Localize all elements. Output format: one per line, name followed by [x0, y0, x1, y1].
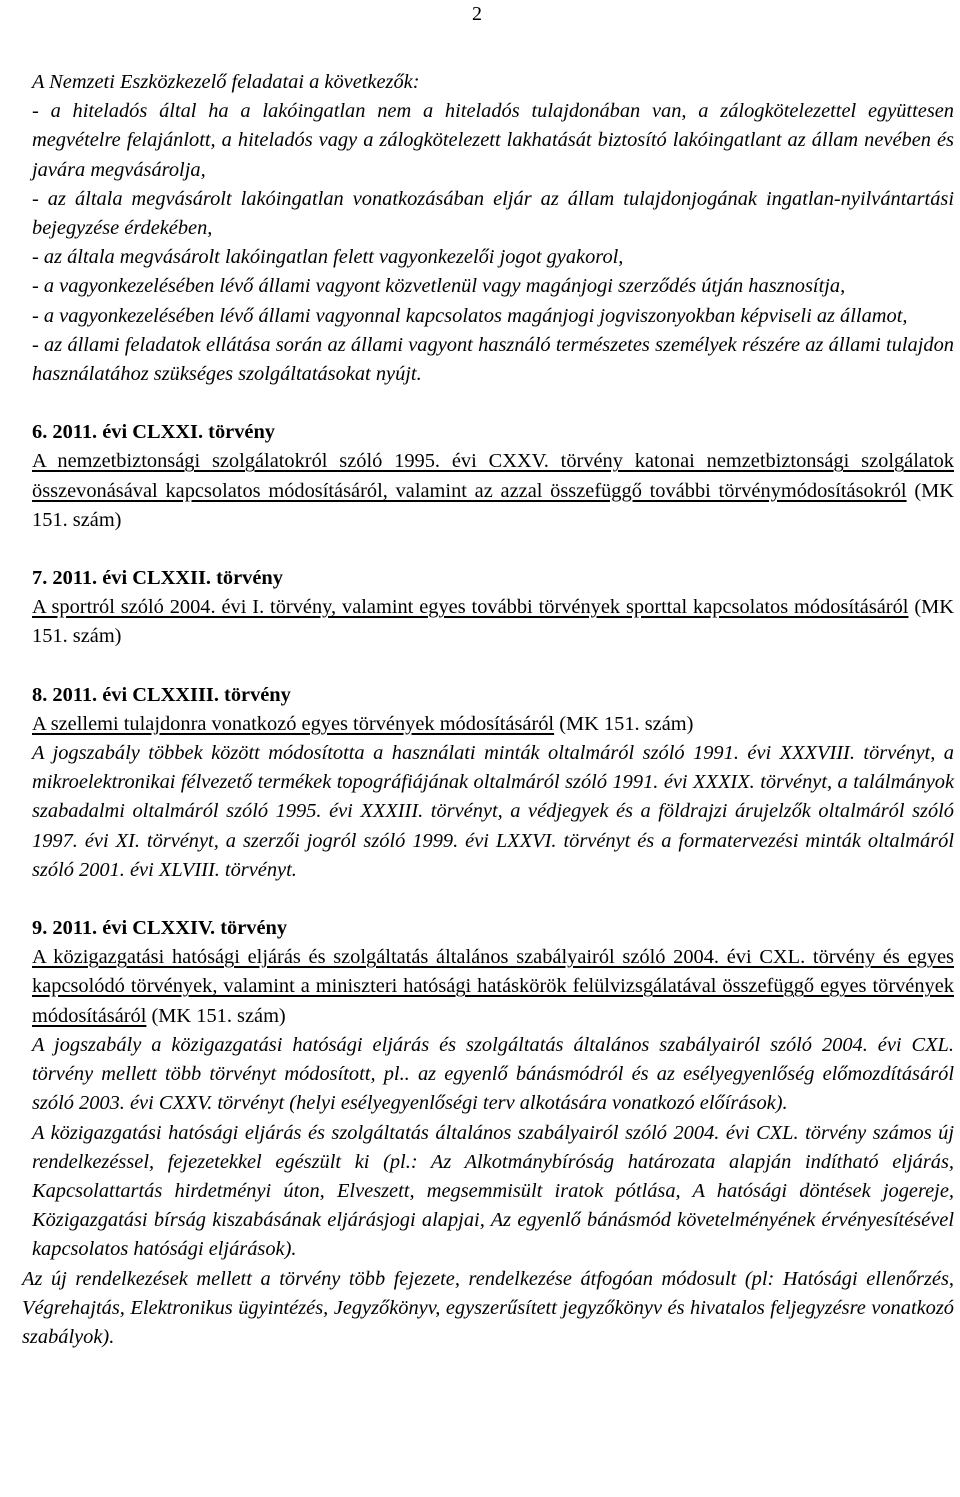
section-title [32, 943, 954, 1031]
section-note: A közigazgatási hatósági eljárás és szolgáltatás általános szabályairól szóló 2004. évi CXL. törvény számos új rendelkezéssel, fejezetekkel egészült ki (pl.: Az Alkotmánybíróság határozata alapján indítható eljárás, Kapcsolattartás hirdetményi úton, Elveszett, megsemmisült iratok pótlása, A hatósági döntések jogereje, Közigazgatási bírság kiszabásának eljárásjogi alapjai, Az egyenlő bánásmód követelményének érvényesítésével kapcsolatos hatósági eljárások). [32, 1121, 954, 1261]
section-note: A jogszabály a közigazgatási hatósági eljárás és szolgáltatás általános szabályairól szóló 2004. évi CXL. törvény mellett több törvényt módosított, pl.. az egyenlő bánásmódról és az esélyegyenlőség előmozdításáról szóló 2003. évi CXXV. törvényt (helyi esélyegyenlőségi terv alkotására vonatkozó előírások). [32, 1033, 954, 1115]
section-heading: 7. 2011. évi CLXXII. törvény [32, 567, 283, 590]
spacer [32, 885, 954, 914]
intro-item: - az általa megvásárolt lakóingatlan felett vagyonkezelői jogot gyakorol, [32, 246, 624, 269]
intro-heading: A Nemzeti Eszközkezelő feladatai a következők: [32, 71, 420, 93]
section-heading: 8. 2011. évi CLXXIII. törvény [32, 683, 291, 706]
section-title-link: A szellemi tulajdonra vonatkozó egyes törvények módosításáról [32, 712, 555, 735]
section-heading: 9. 2011. évi CLXXIV. törvény [32, 917, 288, 940]
intro-item: - az általa megvásárolt lakóingatlan vonatkozásában eljár az állam tulajdonjogának ingatlan-nyilvántartási bejegyzése érdekében, [32, 187, 954, 240]
document-body [22, 68, 954, 1352]
intro-item: - a vagyonkezelésében lévő állami vagyont közvetlenül vagy magánjogi szerződés útján hasznosítja, [32, 275, 846, 298]
intro-item: - a hiteladós által ha a lakóingatlan nem a hiteladós tulajdonában van, a zálogkötelezettel együttesen megvételre felajánlott, a hiteladós vagy a zálogkötelezett lakhatását biztosító lakóingatlant az állam nevében és javára megvásárolja, [32, 100, 954, 181]
section-note: A jogszabály többek között módosította a használati minták oltalmáról szóló 1991. évi XXXVIII. törvényt, a mikroelektronikai félvezető termékek topográfiájának oltalmáról szóló 1991. évi XXXIX. törvényt, a találmányok szabadalmi oltalmáról szóló 1995. évi XXXIII. törvényt, a védjegyek és a földrajzi árujelzők oltalmáról szóló 1997. évi XI. törvényt, a szerzői jogról szóló 1999. évi LXXVI. törvényt és a formatervezési minták oltalmáról szóló 2001. évi XLVIII. törvényt. [32, 742, 954, 881]
section-title [32, 710, 954, 739]
section-source: (MK 151. szám) [146, 1004, 286, 1027]
section-heading: 6. 2011. évi CLXXI. törvény [32, 421, 275, 444]
section-title-link: A közigazgatási hatósági eljárás és szolgáltatás általános szabályairól szóló 2004. évi CXL. törvény és egyes kapcsolódó törvények, valamint a miniszteri hatósági hatáskörök felülvizsgálatával összefüggő egyes törvények módosításáról [32, 946, 954, 1027]
section-source: (MK 151. szám) [554, 712, 694, 735]
spacer [32, 652, 954, 681]
spacer [32, 389, 954, 418]
section-title-link: A sportról szóló 2004. évi I. törvény, valamint egyes további törvények sporttal kapcsolatos módosításáról [32, 596, 909, 619]
section-source: (MK 151. szám) [32, 596, 954, 648]
page-number: 2 [472, 3, 482, 25]
section-title-link: A nemzetbiztonsági szolgálatokról szóló 1995. évi CXXV. törvény katonai nemzetbiztonsági szolgálatok összevonásával kapcsolatos módosításáról, valamint az azzal összefüggő további törvénymódosításokról [32, 450, 954, 502]
closing-paragraph: Az új rendelkezések mellett a törvény több fejezete, rendelkezése átfogóan módosult (pl: Hatósági ellenőrzés, Végrehajtás, Elektronikus ügyintézés, Jegyzőkönyv, egyszerűsített jegyzőkönyv és hivatalos feljegyzésre vonatkozó szabályok). [22, 1267, 954, 1348]
section-source: (MK 151. szám) [32, 479, 954, 531]
intro-item: - az állami feladatok ellátása során az állami vagyont használó természetes személyek részére az állami tulajdon használatához szükséges szolgáltatásokat nyújt. [32, 333, 954, 386]
intro-item: - a vagyonkezelésében lévő állami vagyonnal kapcsolatos magánjogi jogviszonyokban képviseli az államot, [32, 304, 908, 327]
section-title [32, 447, 954, 535]
spacer [32, 535, 954, 564]
section-title [32, 593, 954, 651]
